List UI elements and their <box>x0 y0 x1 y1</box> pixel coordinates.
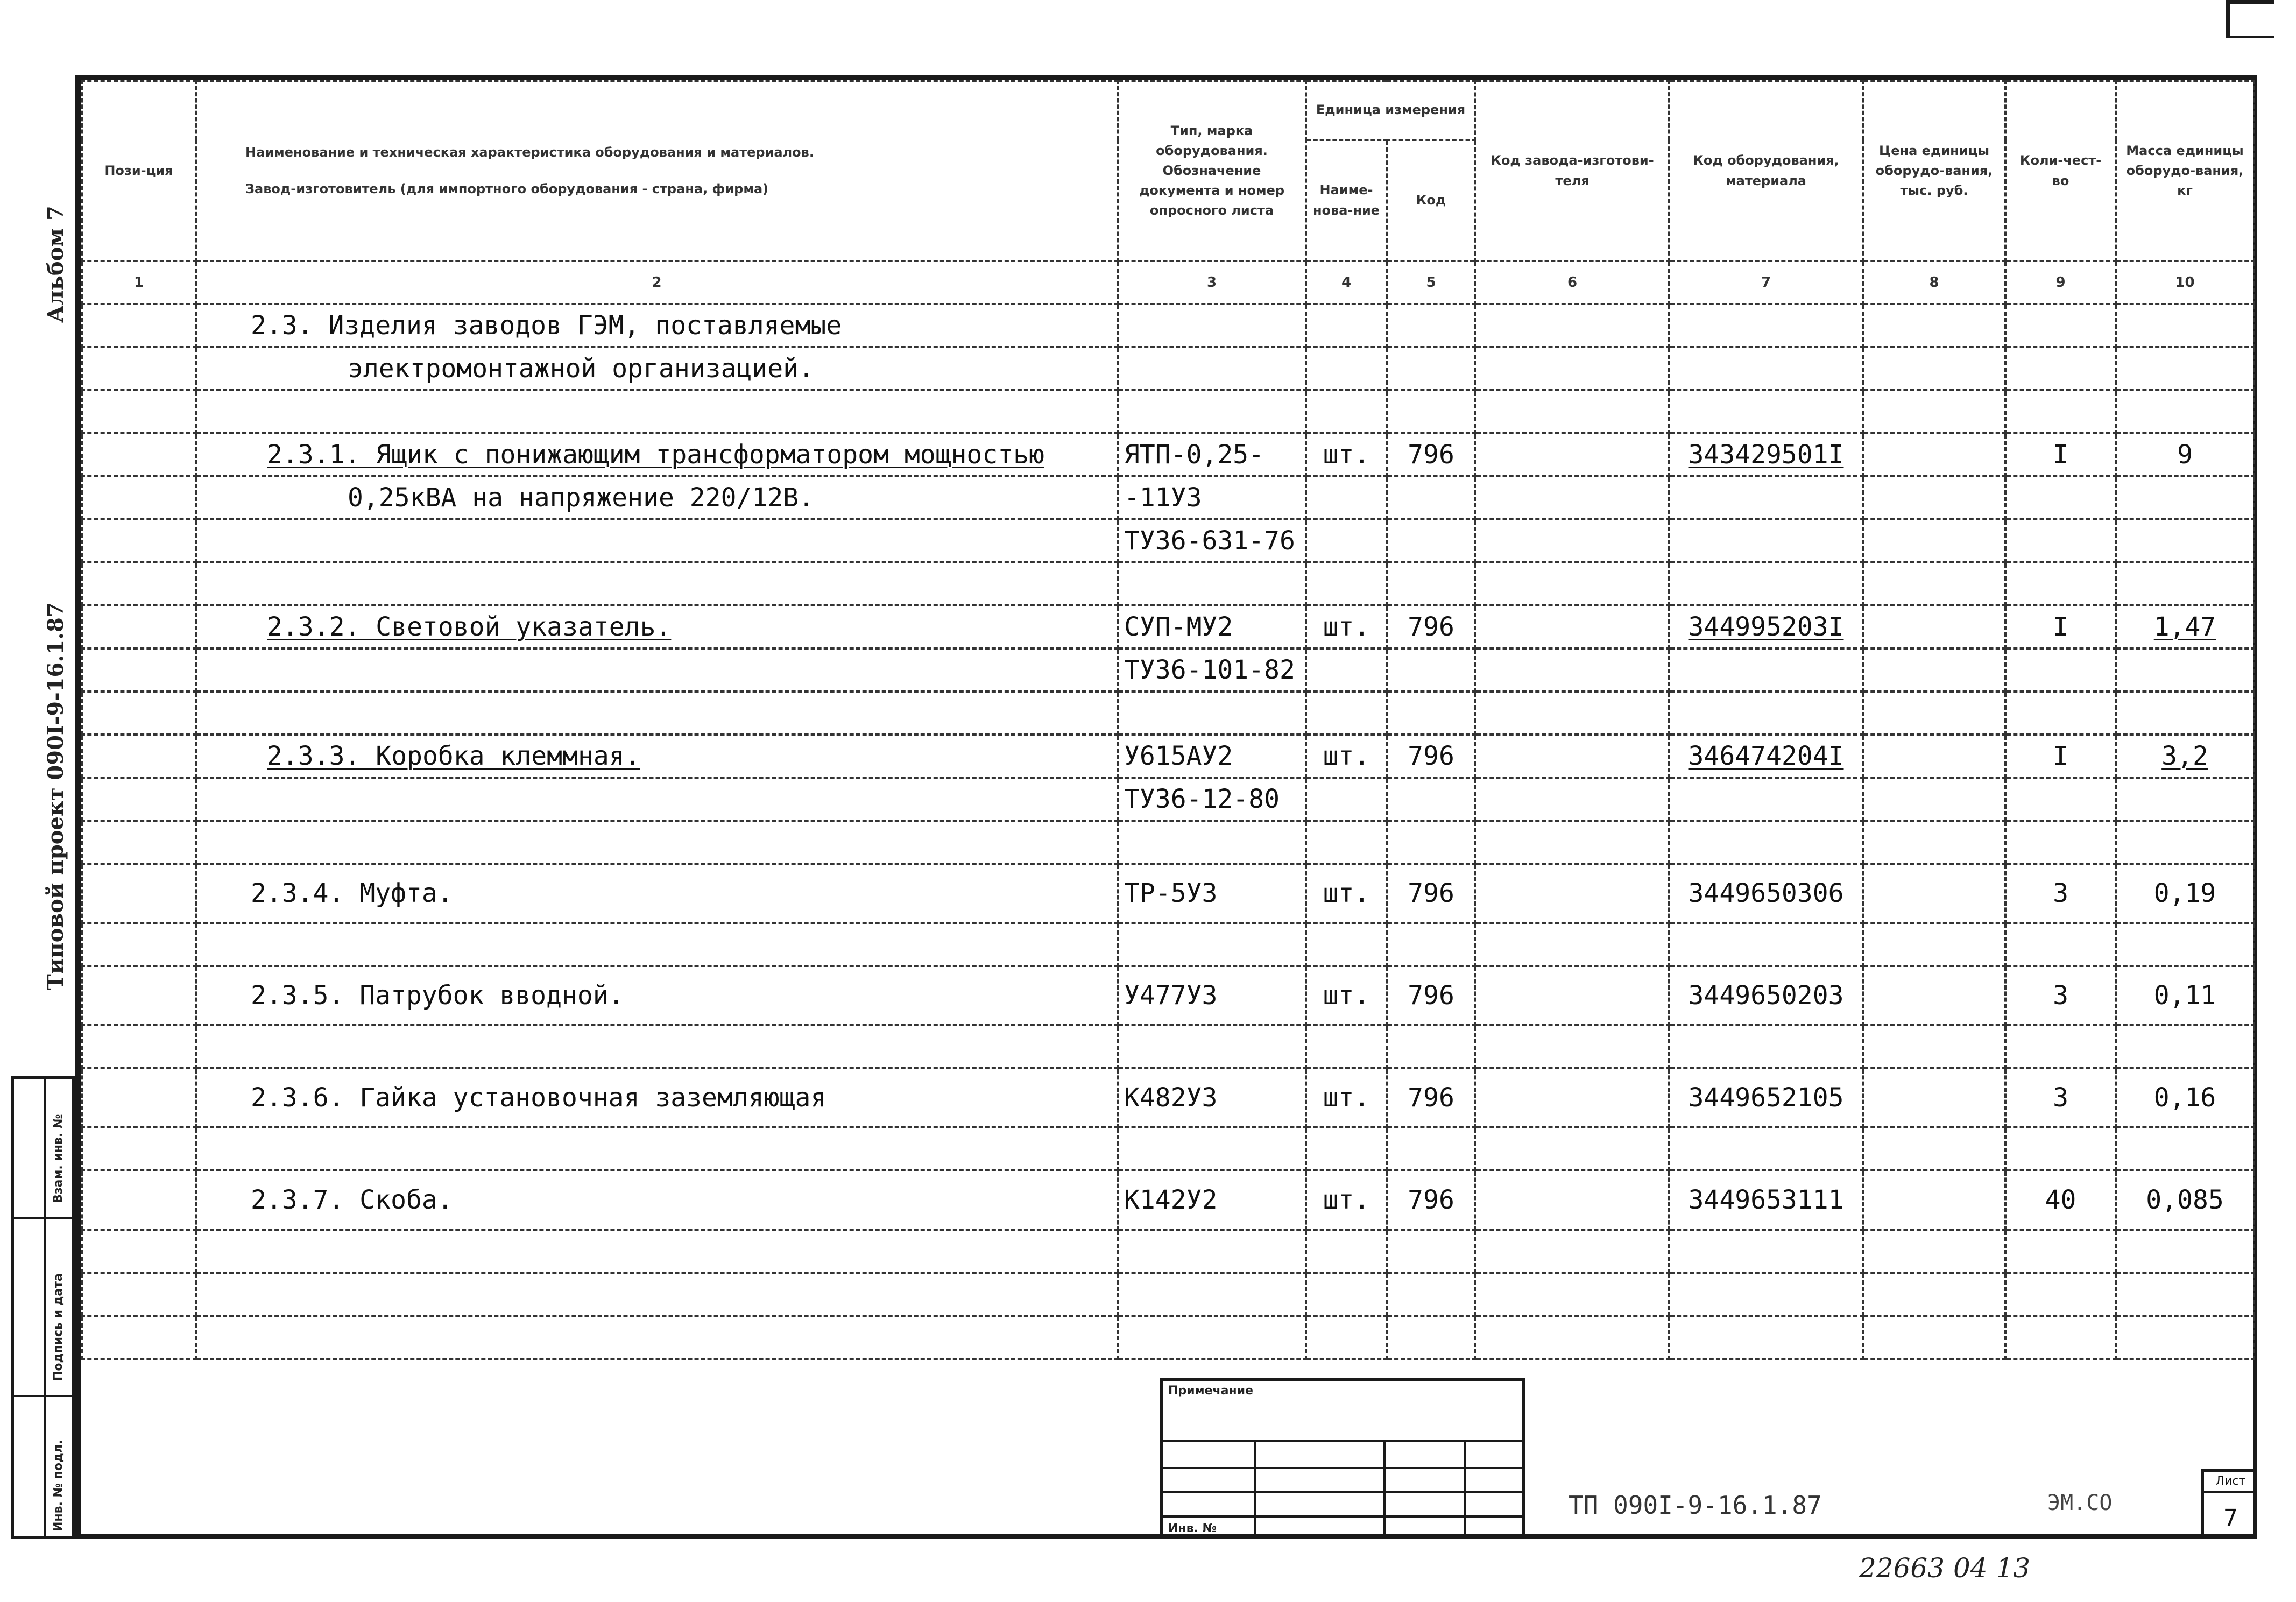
header-unit: Единица измерения <box>1306 81 1475 140</box>
project-label: Типовой проект 090I-9-16.1.87 <box>43 602 68 990</box>
item-name: 2.3.5. Патрубок вводной. <box>196 966 1118 1025</box>
item-name: 2.3.4. Муфта. <box>196 864 1118 923</box>
item-type: К142У2 <box>1118 1170 1306 1230</box>
column-number-row: 1 2 3 4 5 6 7 8 9 10 <box>82 261 2254 304</box>
item-name-cont: 0,25кВА на напряжение 220/12В. <box>196 476 1118 519</box>
section-code: ЭМ.СО <box>2047 1491 2113 1515</box>
archive-number: 22663 04 13 <box>1859 1552 2031 1584</box>
item-name: 2.3.1. Ящик с понижающим трансформатором мощностью <box>196 433 1118 476</box>
table-row <box>82 1170 2254 1230</box>
table-row <box>82 1068 2254 1127</box>
item-spec: ТУ36-101-82 <box>1118 648 1306 691</box>
notes-label: Примечание <box>1168 1384 1253 1398</box>
item-spec: ТУ36-631-76 <box>1118 519 1306 562</box>
item-unit: шт. <box>1306 735 1387 778</box>
item-unit: шт. <box>1306 864 1387 923</box>
item-type-cont: -11У3 <box>1118 476 1306 519</box>
item-unit-code: 796 <box>1387 605 1475 648</box>
specification-table <box>81 80 2255 1360</box>
item-name: 2.3.6. Гайка установочная заземляющая <box>196 1068 1118 1127</box>
table-row <box>82 648 2254 691</box>
item-type: К482У3 <box>1118 1068 1306 1127</box>
header-position: Пози-ция <box>82 81 196 261</box>
item-mass: 0,16 <box>2116 1068 2254 1127</box>
item-type: У615АУ2 <box>1118 735 1306 778</box>
section-subtitle: электромонтажной организацией. <box>196 347 1118 390</box>
spacer-row <box>82 1230 2254 1273</box>
item-qty: I <box>2005 433 2116 476</box>
spacer-row <box>82 821 2254 864</box>
item-name: 2.3.7. Скоба. <box>196 1170 1118 1230</box>
item-spec: ТУ36-12-80 <box>1118 778 1306 821</box>
item-unit: шт. <box>1306 605 1387 648</box>
item-code: 344995203I <box>1669 605 1863 648</box>
stamp-replace-inv: Взам. инв. № <box>52 1114 65 1203</box>
album-label: Альбом 7 <box>43 206 68 323</box>
section-title: 2.3. Изделия заводов ГЭМ, поставляемые <box>196 304 1118 347</box>
item-unit-code: 796 <box>1387 1068 1475 1127</box>
item-unit-code: 796 <box>1387 864 1475 923</box>
item-code: 3449653111 <box>1669 1170 1863 1230</box>
sheet-number: 7 <box>2223 1505 2238 1532</box>
item-name: 2.3.2. Световой указатель. <box>196 605 1118 648</box>
table-row <box>82 864 2254 923</box>
header-quantity: Коли-чест-во <box>2005 81 2116 261</box>
spacer-row <box>82 1316 2254 1359</box>
table-row <box>82 476 2254 519</box>
header-row-top <box>82 81 2254 140</box>
item-qty: I <box>2005 605 2116 648</box>
item-code: 3449652105 <box>1669 1068 1863 1127</box>
sheet-number-box <box>2201 1469 2257 1539</box>
item-mass: 0,11 <box>2116 966 2254 1025</box>
spacer-row <box>82 691 2254 735</box>
document-code: ТП 090I-9-16.1.87 <box>1569 1491 1822 1520</box>
item-qty: 40 <box>2005 1170 2116 1230</box>
table-row <box>82 519 2254 562</box>
section-title-row <box>82 304 2254 347</box>
header-material-code: Код оборудования, материала <box>1669 81 1863 261</box>
notes-box <box>1160 1378 1525 1539</box>
header-factory-code: Код завода-изготови-теля <box>1475 81 1669 261</box>
item-qty: 3 <box>2005 966 2116 1025</box>
spacer-row <box>82 1273 2254 1316</box>
item-code: 3449650306 <box>1669 864 1863 923</box>
item-unit-code: 796 <box>1387 735 1475 778</box>
item-mass: 0,19 <box>2116 864 2254 923</box>
table-row <box>82 735 2254 778</box>
item-qty: 3 <box>2005 1068 2116 1127</box>
item-code: 3449650203 <box>1669 966 1863 1025</box>
corner-mark <box>2226 0 2274 38</box>
spacer-row <box>82 923 2254 966</box>
header-name: Наименование и техническая характеристика оборудования и материалов. Завод-изготовитель (для импортного оборудования - страна, фирма) <box>196 81 1118 261</box>
header-mass: Масса единицы оборудо-вания, кг <box>2116 81 2254 261</box>
table-row <box>82 966 2254 1025</box>
table-row <box>82 605 2254 648</box>
stamp-signature-date: Подпись и дата <box>52 1273 65 1381</box>
item-code: 343429501I <box>1669 433 1863 476</box>
item-qty: 3 <box>2005 864 2116 923</box>
spacer-row <box>82 1025 2254 1068</box>
item-unit-code: 796 <box>1387 433 1475 476</box>
item-mass: 9 <box>2116 433 2254 476</box>
item-unit-code: 796 <box>1387 966 1475 1025</box>
inv-label: Инв. № <box>1168 1522 1217 1535</box>
item-unit: шт. <box>1306 966 1387 1025</box>
item-type: ТР-5У3 <box>1118 864 1306 923</box>
item-mass: 0,085 <box>2116 1170 2254 1230</box>
title-block <box>1160 1378 2257 1539</box>
spacer-row <box>82 390 2254 433</box>
spacer-row <box>82 1127 2254 1170</box>
header-type: Тип, марка оборудования. Обозначение документа и номер опросного листа <box>1118 81 1306 261</box>
item-name: 2.3.3. Коробка клеммная. <box>196 735 1118 778</box>
table-row <box>82 433 2254 476</box>
item-qty: I <box>2005 735 2116 778</box>
item-type: ЯТП-0,25- <box>1118 433 1306 476</box>
approval-stamp-strip <box>11 1076 75 1539</box>
item-unit: шт. <box>1306 1068 1387 1127</box>
item-code: 346474204I <box>1669 735 1863 778</box>
item-unit-code: 796 <box>1387 1170 1475 1230</box>
item-unit: шт. <box>1306 1170 1387 1230</box>
item-type: У477У3 <box>1118 966 1306 1025</box>
table-row <box>82 778 2254 821</box>
item-mass: 3,2 <box>2116 735 2254 778</box>
item-mass: 1,47 <box>2116 605 2254 648</box>
section-title-row-2 <box>82 347 2254 390</box>
header-price: Цена единицы оборудо-вания, тыс. руб. <box>1863 81 2005 261</box>
header-unit-code: Код <box>1387 140 1475 261</box>
spacer-row <box>82 562 2254 605</box>
item-unit: шт. <box>1306 433 1387 476</box>
sheet-label: Лист <box>2204 1474 2257 1493</box>
item-type: СУП-МУ2 <box>1118 605 1306 648</box>
stamp-original-inv: Инв. № подл. <box>52 1439 65 1532</box>
header-unit-name: Наиме-нова-ние <box>1306 140 1387 261</box>
